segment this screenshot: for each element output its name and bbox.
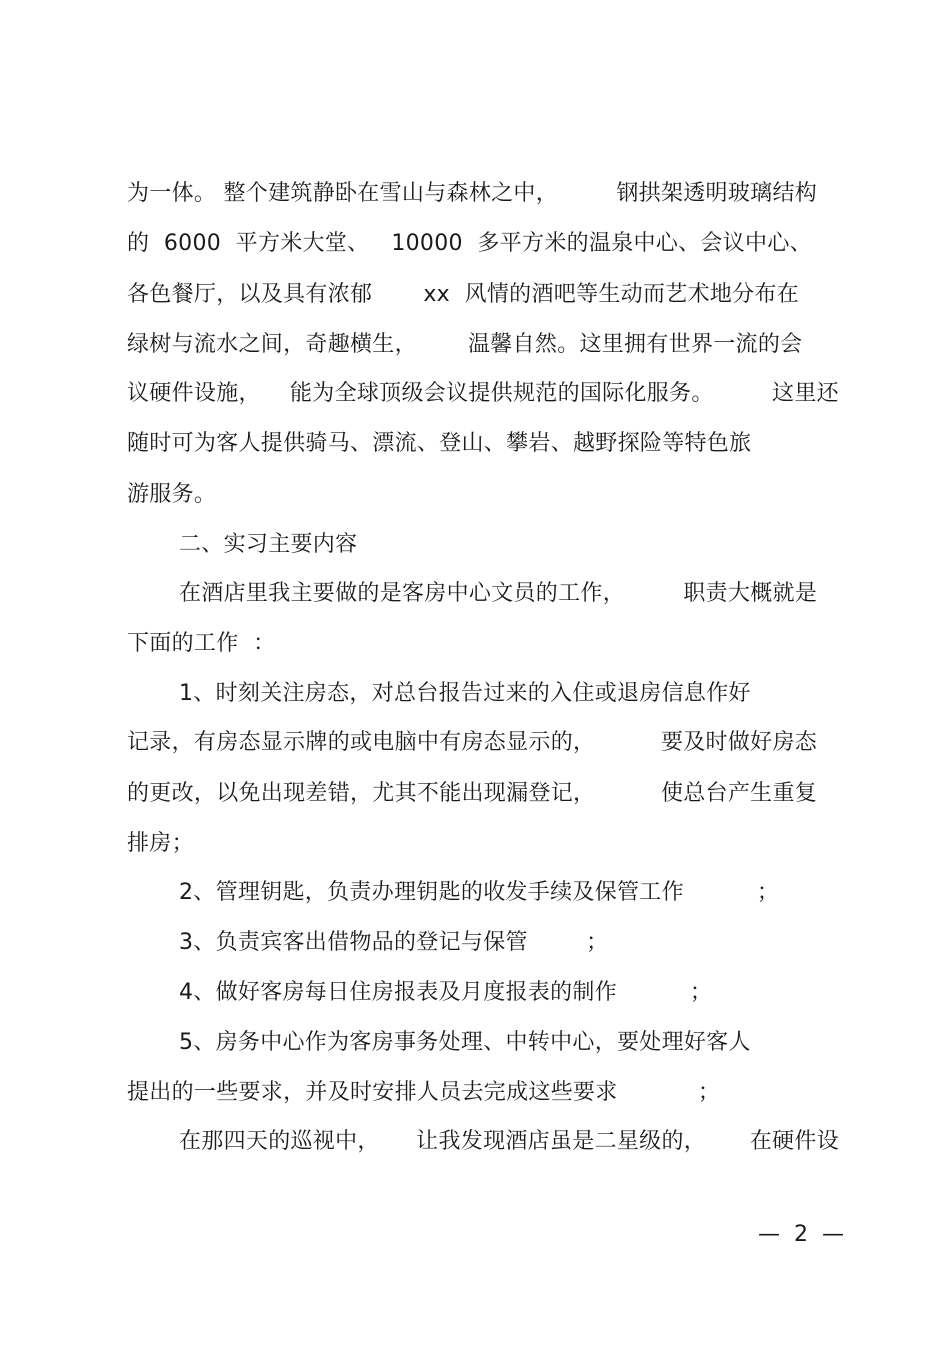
paragraph-line: 下面的工作 ： xyxy=(127,631,276,656)
list-item-continuation: 排房； xyxy=(127,831,194,856)
paragraph-line: 的 6000 平方米大堂、 10000 多平方米的温泉中心、会议中心、 xyxy=(127,231,812,256)
paragraph-line: 游服务。 xyxy=(127,482,217,507)
paragraph-line: 随时可为客人提供骑马、漂流、登山、攀岩、越野探险等特色旅 xyxy=(127,431,752,456)
page-number: — 2 — xyxy=(758,1222,844,1247)
list-item: 1、时刻关注房态，对总台报告过来的入住或退房信息作好 xyxy=(179,681,751,706)
section-heading: 二、实习主要内容 xyxy=(179,532,358,557)
paragraph-line: 在那四天的巡视中， 让我发现酒店虽是二星级的， 在硬件设 xyxy=(179,1129,840,1154)
paragraph-line: 绿树与流水之间，奇趣横生， 温馨自然。这里拥有世界一流的会 xyxy=(127,332,803,357)
list-item: 4、做好客房每日住房报表及月度报表的制作 ； xyxy=(179,980,713,1005)
list-item-continuation: 的更改，以免出现差错，尤其不能出现漏登记， 使总台产生重复 xyxy=(127,781,818,806)
list-item: 5、房务中心作为客房事务处理、中转中心，要处理好客人 xyxy=(179,1030,751,1055)
list-item-continuation: 记录，有房态显示牌的或电脑中有房态显示的， 要及时做好房态 xyxy=(127,730,818,755)
list-item: 3、负责宾客出借物品的登记与保管 ； xyxy=(179,930,609,955)
paragraph-line: 在酒店里我主要做的是客房中心文员的工作， 职责大概就是 xyxy=(179,581,818,606)
paragraph-line: 为一体。 整个建筑静卧在雪山与森林之中， 钢拱架透明玻璃结构 xyxy=(127,181,818,206)
list-item: 2、管理钥匙，负责办理钥匙的收发手续及保管工作 ； xyxy=(179,880,780,905)
paragraph-line: 各色餐厅，以及具有浓郁 xx 风情的酒吧等生动而艺术地分布在 xyxy=(127,282,800,307)
list-item-continuation: 提出的一些要求，并及时安排人员去完成这些要求 ； xyxy=(127,1080,721,1105)
paragraph-line: 议硬件设施， 能为全球顶级会议提供规范的国际化服务。 这里还 xyxy=(127,381,839,406)
